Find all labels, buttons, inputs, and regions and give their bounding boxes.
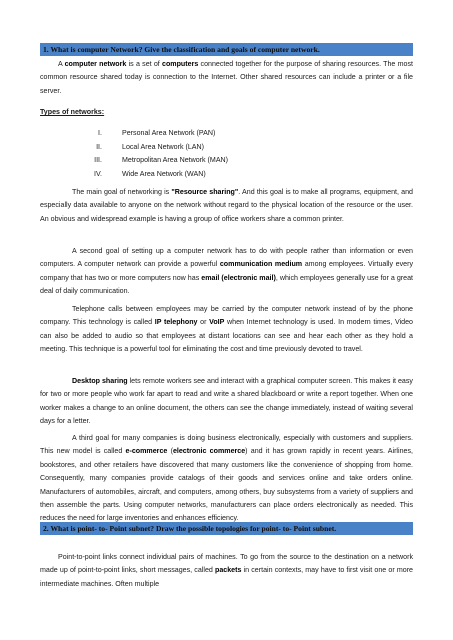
- list-label: Local Area Network (LAN): [122, 142, 205, 151]
- list-label: Metropolitan Area Network (MAN): [122, 156, 229, 164]
- text-run: among employees. Virtually every company that has two or more computers now has: [40, 260, 413, 282]
- text-run: A third goal for many companies is doing business electronically, especially with customers and suppliers. This new model is called: [40, 434, 413, 456]
- term-email: email (electronic mail): [201, 273, 276, 282]
- text-run: A: [58, 60, 65, 68]
- communication-paragraph: [40, 245, 413, 299]
- text-run: is a set of: [126, 60, 163, 68]
- list-number: II.: [96, 142, 102, 151]
- list-number: I.: [98, 129, 102, 137]
- list-number: III.: [94, 156, 102, 164]
- question-2-heading: 2. What is point- to- Point subnet? Draw the possible topologies for point- to- Point subnet.: [40, 522, 413, 535]
- term-computer-network: computer network: [64, 60, 127, 68]
- text-run: The main goal of networking is: [72, 188, 172, 196]
- list-number: IV.: [93, 169, 102, 178]
- desktop-sharing-paragraph: [40, 375, 413, 429]
- text-run: , which employees generally use for a great deal of daily communication.: [40, 273, 414, 296]
- types-of-networks-title: Types of networks:: [40, 108, 105, 116]
- question-1-heading: 1. What is computer Network? Give the classification and goals of computer network.: [40, 43, 413, 56]
- text-run: connected together for the purpose of sharing resources. The most common resource shared today is connection to the Internet. Other shared resources can include a printer or a file server.: [40, 60, 413, 95]
- term-electronic-commerce: electronic commerce: [172, 447, 246, 456]
- term-ip-telephony: IP telephony: [154, 318, 198, 327]
- text-run: when Internet technology is used. In modern times, Video can also be added to audio so that employees at distant locations can see and hear each other as they hold a meeting. This technique is a powerful tool for eliminating the cost and time previously devoted to travel.: [40, 318, 413, 354]
- computer-network-definition: [40, 58, 413, 98]
- text-run: or: [197, 318, 210, 327]
- text-run: ) and it has grown rapidly in recent years. Airlines, bookstores, and other retailers have discovered that many customers like the convenience of shopping from home. Consequently, many companies provide catalogs of their goods and services online and take orders online. Manufacturers of automobiles, aircraft, and computers, among others, buy subsystems from a variety of suppliers and then assemble the parts. Using computer networks, manufacturers can place orders electronically as needed. This reduces the need for large inventories and enhances efficiency.: [40, 447, 413, 523]
- list-label: Wide Area Network (WAN): [122, 169, 206, 178]
- text-run: A second goal of setting up a computer network has to do with people rather than information or even computers. A computer network can provide a powerful: [40, 247, 413, 269]
- point-to-point-paragraph: [40, 551, 413, 591]
- text-run: Point-to-point links connect individual pairs of machines. To go from the source to the destination on a network made up of point-to-point links, short messages, called: [40, 553, 413, 575]
- text-run: in certain contexts, may have to first visit one or more intermediate machines. Often multiple: [40, 566, 414, 588]
- resource-sharing-paragraph: [40, 186, 413, 226]
- text-run: . And this goal is to make all programs, equipment, and especially data available to anyone on the network without regard to the physical location of the resource or the user. An obvious and widespread example is having a group of office workers share a common printer.: [40, 188, 413, 223]
- text-run: Telephone calls between employees may be carried by the computer network instead of by the phone company. This technology is called: [40, 305, 413, 327]
- term-communication-medium: communication medium: [219, 260, 303, 269]
- text-run: (: [167, 447, 173, 456]
- term-packets: packets: [215, 566, 242, 575]
- term-e-commerce: e-commerce: [125, 447, 168, 456]
- term-voip: VoIP: [209, 318, 225, 327]
- telephony-paragraph: [40, 303, 413, 357]
- text-run: lets remote workers see and interact with a graphical computer screen. This makes it easy for two or more people who work far apart to read and write a shared blackboard or write a report together. When one worker makes a change to an online document, the others can see the change immediately, instead of waiting several days for a letter.: [40, 377, 413, 426]
- ecommerce-paragraph: [40, 432, 413, 526]
- term-desktop-sharing: Desktop sharing: [72, 377, 128, 385]
- term-computers: computers: [162, 60, 199, 68]
- term-resource-sharing: "Resource sharing": [171, 188, 239, 196]
- list-label: Personal Area Network (PAN): [122, 129, 216, 137]
